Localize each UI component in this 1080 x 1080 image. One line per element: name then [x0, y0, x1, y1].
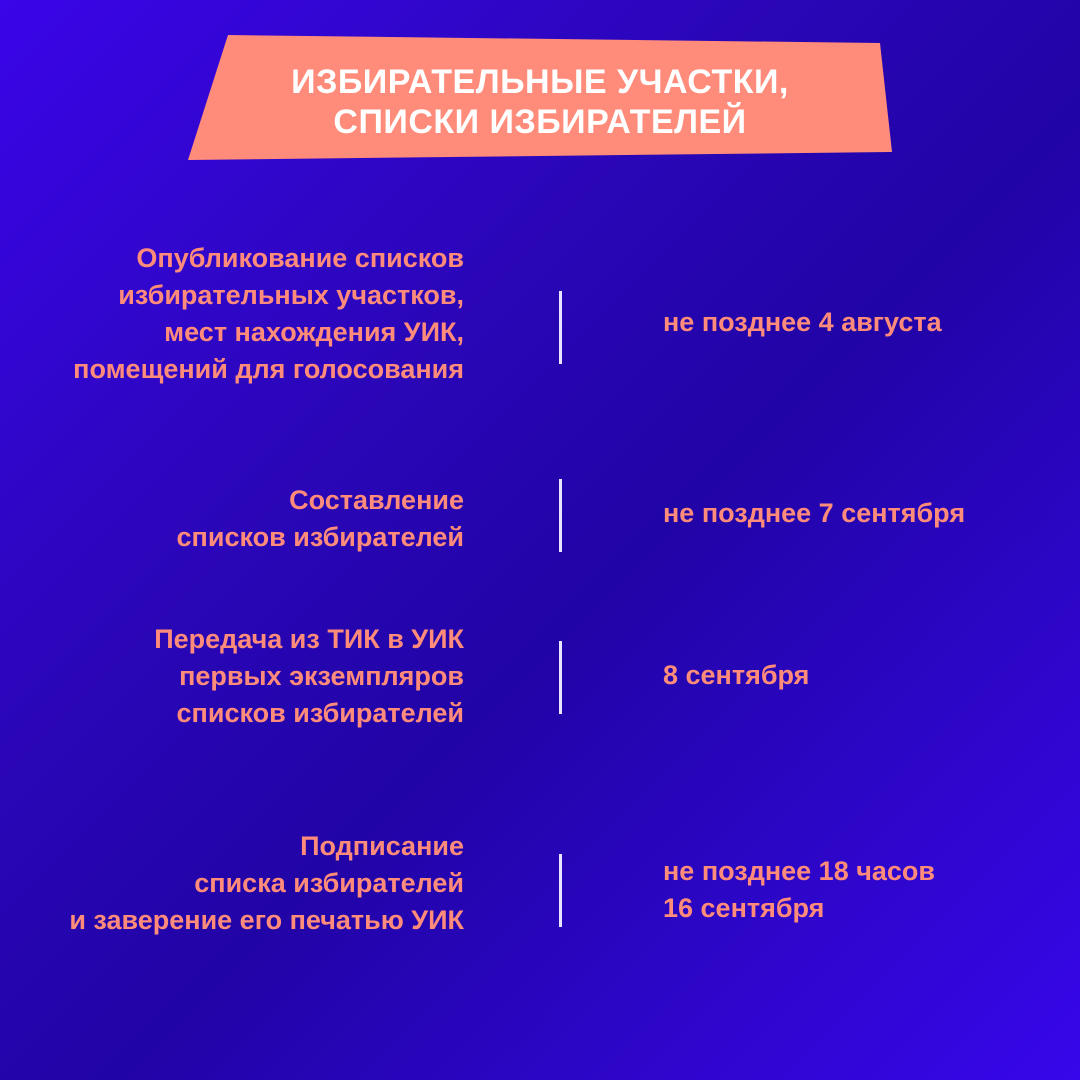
- row-label-line: списков избирателей: [176, 698, 464, 728]
- row-deadline: [663, 495, 965, 532]
- row-label-line: списков избирателей: [176, 522, 464, 552]
- page-title: [190, 62, 890, 142]
- row-label: [154, 621, 464, 732]
- row-label: [177, 482, 464, 556]
- row-divider: [559, 479, 562, 552]
- row-label-line: избирательных участков,: [118, 280, 464, 310]
- row-deadline-line: 16 сентября: [663, 893, 825, 923]
- row-label-line: Передача из ТИК в УИК: [154, 624, 464, 654]
- title-line-1: ИЗБИРАТЕЛЬНЫЕ УЧАСТКИ,: [291, 63, 789, 101]
- row-divider: [559, 641, 562, 714]
- title-line-2: СПИСКИ ИЗБИРАТЕЛЕЙ: [333, 103, 747, 141]
- row-deadline: [663, 853, 935, 927]
- row-label-line: мест нахождения УИК,: [164, 317, 464, 347]
- row-label-line: списка избирателей: [194, 868, 464, 898]
- row-label-line: и заверение его печатью УИК: [69, 905, 464, 935]
- row-label-line: Опубликование списков: [136, 243, 464, 273]
- row-deadline-line: 8 сентября: [663, 660, 810, 690]
- row-label: [73, 240, 464, 388]
- row-label: [69, 828, 464, 939]
- row-divider: [559, 854, 562, 927]
- row-deadline: [663, 657, 809, 694]
- row-divider: [559, 291, 562, 364]
- title-banner: [0, 0, 1080, 170]
- row-label-line: Составление: [289, 485, 464, 515]
- row-deadline: [663, 304, 942, 341]
- row-deadline-line: не позднее 7 сентября: [663, 498, 966, 528]
- row-label-line: помещений для голосования: [73, 354, 464, 384]
- row-deadline-line: не позднее 4 августа: [663, 307, 942, 337]
- row-label-line: Подписание: [300, 831, 464, 861]
- row-label-line: первых экземпляров: [179, 661, 464, 691]
- row-deadline-line: не позднее 18 часов: [663, 856, 936, 886]
